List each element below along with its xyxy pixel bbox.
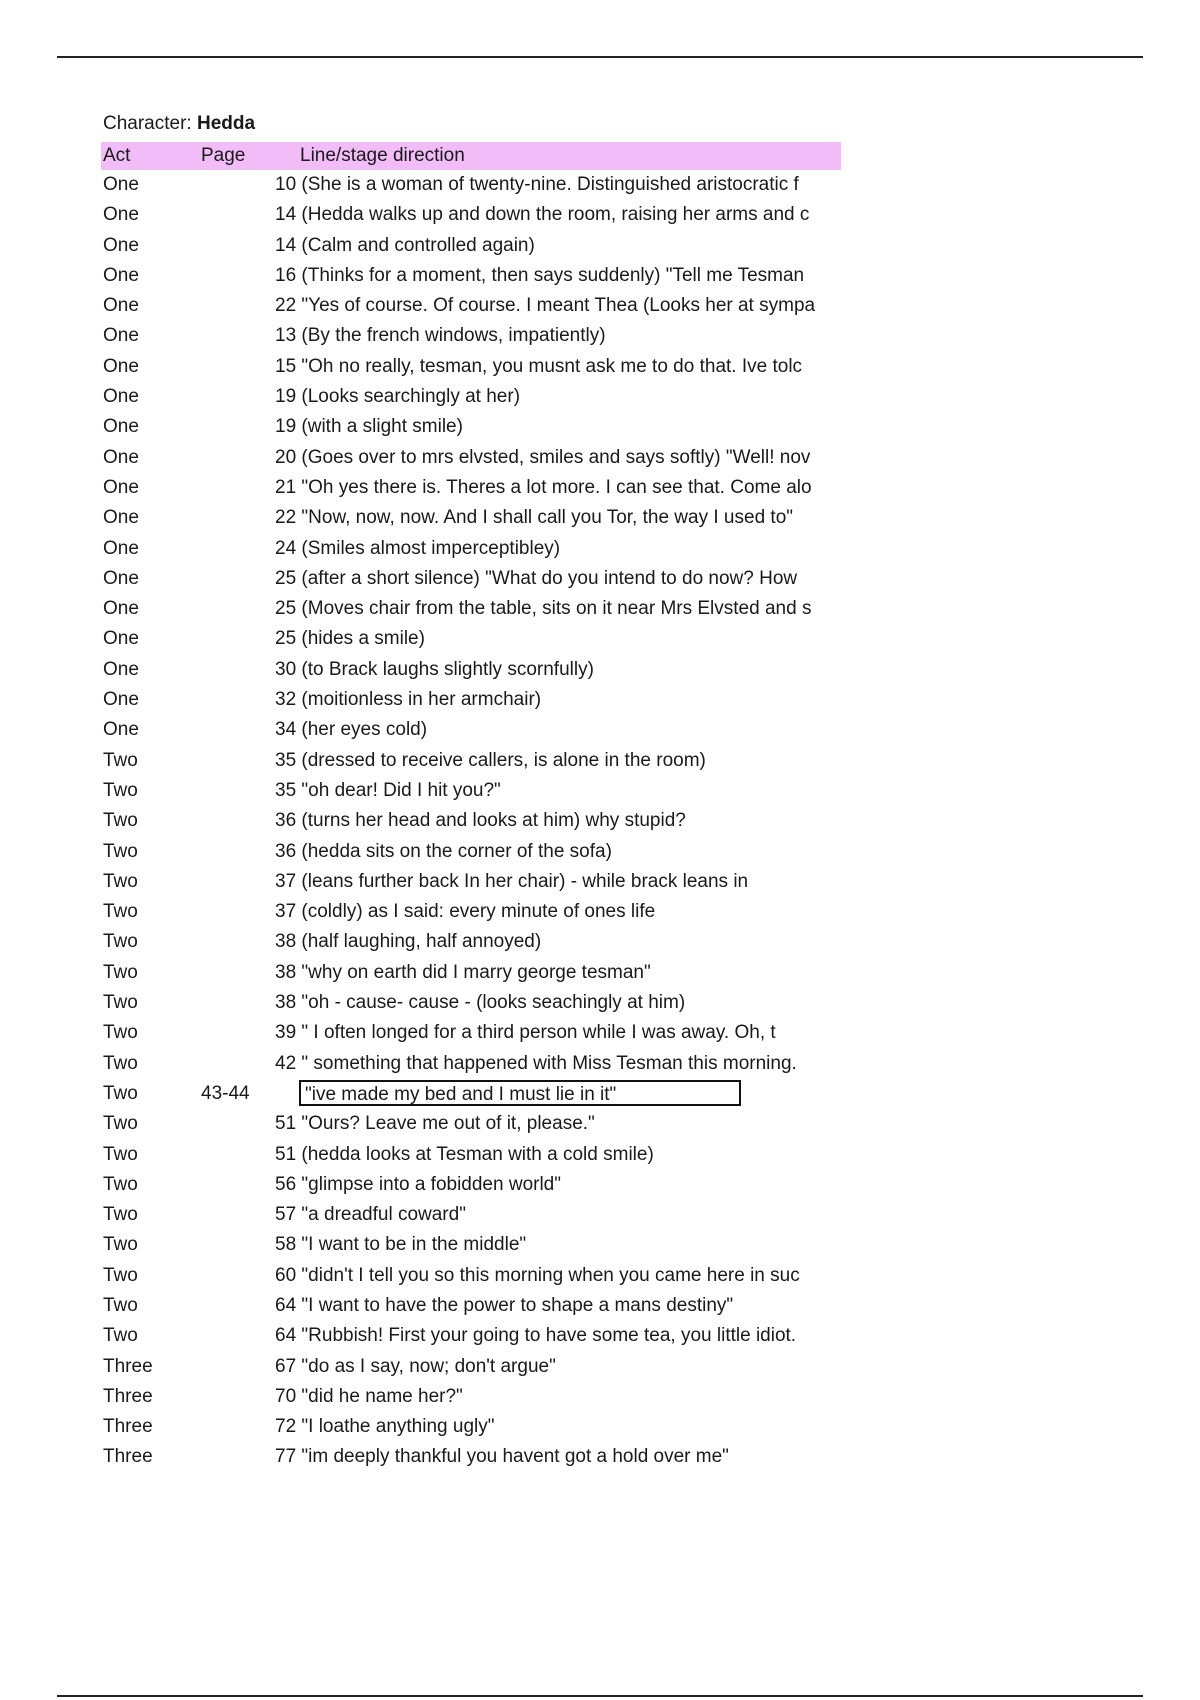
act-cell: One — [103, 325, 139, 347]
table-row — [101, 1018, 841, 1048]
act-cell: Three — [103, 1355, 153, 1377]
table-row — [101, 897, 841, 927]
act-cell: One — [103, 386, 139, 408]
table-row — [101, 291, 841, 321]
header-act: Act — [103, 145, 131, 166]
line-cell: 36 (hedda sits on the corner of the sofa) — [275, 840, 612, 862]
line-cell: 77 "im deeply thankful you havent got a hold over me" — [275, 1446, 729, 1468]
act-cell: One — [103, 295, 139, 317]
table-header — [101, 142, 841, 170]
line-cell: 51 "Ours? Leave me out of it, please." — [275, 1113, 595, 1135]
line-cell: 37 (leans further back In her chair) - while brack leans in — [275, 870, 749, 892]
act-cell: One — [103, 567, 139, 589]
table-row — [101, 1200, 841, 1230]
act-cell: Two — [103, 1022, 138, 1044]
act-cell: One — [103, 719, 139, 741]
table-row — [101, 867, 841, 897]
line-cell: 70 "did he name her?" — [275, 1385, 463, 1407]
act-cell: Two — [103, 1173, 138, 1195]
table-row — [101, 170, 841, 200]
line-cell: 13 (By the french windows, impatiently) — [275, 325, 606, 347]
line-cell: 25 (after a short silence) "What do you intend to do now? How — [275, 567, 798, 589]
act-cell: One — [103, 204, 139, 226]
act-cell: Two — [103, 749, 138, 771]
character-title — [103, 112, 255, 136]
table-row — [101, 443, 841, 473]
line-cell: 58 "I want to be in the middle" — [275, 1234, 527, 1256]
table-row — [101, 473, 841, 503]
table-row — [101, 382, 841, 412]
table-row — [101, 624, 841, 654]
act-cell: Two — [103, 1143, 138, 1165]
table-row — [101, 564, 841, 594]
act-cell: Two — [103, 961, 138, 983]
line-cell: 57 "a dreadful coward" — [275, 1204, 466, 1226]
header-page: Page — [201, 145, 246, 166]
act-cell: One — [103, 658, 139, 680]
line-cell: 38 "oh - cause- cause - (looks seachingly at him) — [275, 992, 686, 1014]
act-cell: Three — [103, 1446, 153, 1468]
act-cell: One — [103, 628, 139, 650]
bottom-rule — [57, 1695, 1143, 1697]
table-row — [101, 1079, 841, 1109]
table-row — [101, 503, 841, 533]
act-cell: Two — [103, 931, 138, 953]
line-cell: 14 (Calm and controlled again) — [275, 234, 535, 256]
act-cell: Two — [103, 810, 138, 832]
line-cell: 19 (with a slight smile) — [275, 416, 463, 438]
table-row — [101, 412, 841, 442]
line-cell: 36 (turns her head and looks at him) why stupid? — [275, 810, 686, 832]
act-cell: Two — [103, 1052, 138, 1074]
table-row — [101, 655, 841, 685]
table-row — [101, 988, 841, 1018]
act-cell: One — [103, 476, 139, 498]
act-cell: Three — [103, 1385, 153, 1407]
table-row — [101, 534, 841, 564]
act-cell: Two — [103, 1264, 138, 1286]
line-cell: 20 (Goes over to mrs elvsted, smiles and says softly) "Well! nov — [275, 446, 811, 468]
act-cell: One — [103, 416, 139, 438]
line-cell: 19 (Looks searchingly at her) — [275, 386, 521, 408]
table-row — [101, 1412, 841, 1442]
table-row — [101, 1442, 841, 1472]
header-line: Line/stage direction — [300, 145, 465, 166]
line-cell: 21 "Oh yes there is. Theres a lot more. I can see that. Come alo — [275, 476, 812, 498]
line-cell: 38 (half laughing, half annoyed) — [275, 931, 542, 953]
table-row — [101, 231, 841, 261]
table-row — [101, 1109, 841, 1139]
line-cell: 51 (hedda looks at Tesman with a cold smile) — [275, 1143, 654, 1165]
table-row — [101, 1230, 841, 1260]
line-cell: 22 "Yes of course. Of course. I meant Thea (Looks her at sympa — [275, 295, 816, 317]
line-cell: 25 (hides a smile) — [275, 628, 425, 650]
line-cell: 37 (coldly) as I said: every minute of ones life — [275, 901, 656, 923]
act-cell: Two — [103, 1234, 138, 1256]
table-row — [101, 1261, 841, 1291]
line-cell: 22 "Now, now, now. And I shall call you Tor, the way I used to" — [275, 507, 794, 529]
character-label: Character: — [103, 113, 192, 134]
table-row — [101, 1170, 841, 1200]
line-cell: 67 "do as I say, now; don't argue" — [275, 1355, 556, 1377]
line-cell: 38 "why on earth did I marry george tesman" — [275, 961, 651, 983]
act-cell: Two — [103, 1204, 138, 1226]
line-cell: 14 (Hedda walks up and down the room, raising her arms and c — [275, 204, 810, 226]
line-cell: 15 "Oh no really, tesman, you musnt ask me to do that. Ive tolc — [275, 355, 803, 377]
line-cell: 72 "I loathe anything ugly" — [275, 1416, 495, 1438]
table-row — [101, 1140, 841, 1170]
act-cell: Two — [103, 992, 138, 1014]
table-row — [101, 715, 841, 745]
act-cell: One — [103, 537, 139, 559]
act-cell: One — [103, 234, 139, 256]
table-row — [101, 321, 841, 351]
table-row — [101, 837, 841, 867]
act-cell: One — [103, 174, 139, 195]
line-cell: 30 (to Brack laughs slightly scornfully) — [275, 658, 594, 680]
table-row — [101, 1321, 841, 1351]
table-row — [101, 1382, 841, 1412]
line-cell: 10 (She is a woman of twenty-nine. Distinguished aristocratic f — [275, 174, 799, 195]
table-row — [101, 594, 841, 624]
table-row — [101, 1352, 841, 1382]
line-cell: 56 "glimpse into a fobidden world" — [275, 1173, 561, 1195]
act-cell: Two — [103, 1082, 138, 1104]
act-cell: Two — [103, 1113, 138, 1135]
table-row — [101, 200, 841, 230]
act-cell: Two — [103, 1294, 138, 1316]
act-cell: One — [103, 598, 139, 620]
page-cell: 43-44 — [201, 1082, 250, 1104]
act-cell: One — [103, 507, 139, 529]
table-row — [101, 1049, 841, 1079]
act-cell: One — [103, 264, 139, 286]
act-cell: One — [103, 446, 139, 468]
table-row — [101, 1291, 841, 1321]
table-row — [101, 685, 841, 715]
act-cell: Three — [103, 1416, 153, 1438]
table-row — [101, 776, 841, 806]
table-row — [101, 958, 841, 988]
act-cell: One — [103, 355, 139, 377]
line-cell: 42 " something that happened with Miss Tesman this morning. — [275, 1052, 797, 1074]
line-cell: 25 (Moves chair from the table, sits on it near Mrs Elvsted and s — [275, 598, 812, 620]
line-cell: 64 "Rubbish! First your going to have some tea, you little idiot. — [275, 1325, 797, 1347]
lines-table — [101, 142, 841, 1473]
table-row — [101, 261, 841, 291]
line-cell: 35 (dressed to receive callers, is alone in the room) — [275, 749, 706, 771]
table-body — [101, 170, 841, 1473]
top-rule — [57, 56, 1143, 58]
line-cell: 24 (Smiles almost imperceptibley) — [275, 537, 561, 559]
line-cell: 32 (moitionless in her armchair) — [275, 689, 542, 711]
line-cell: 34 (her eyes cold) — [275, 719, 428, 741]
table-row — [101, 352, 841, 382]
act-cell: Two — [103, 901, 138, 923]
character-name: Hedda — [196, 113, 256, 134]
line-cell: 60 "didn't I tell you so this morning when you came here in suc — [275, 1264, 800, 1286]
line-cell: 35 "oh dear! Did I hit you?" — [275, 779, 501, 801]
line-cell: 64 "I want to have the power to shape a mans destiny" — [275, 1294, 734, 1316]
table-row — [101, 927, 841, 957]
table-row — [101, 746, 841, 776]
line-cell: 16 (Thinks for a moment, then says suddenly) "Tell me Tesman — [275, 264, 805, 286]
selected-line-cell[interactable]: "ive made my bed and I must lie in it" — [299, 1080, 741, 1106]
act-cell: Two — [103, 870, 138, 892]
act-cell: Two — [103, 1325, 138, 1347]
act-cell: Two — [103, 779, 138, 801]
act-cell: Two — [103, 840, 138, 862]
table-row — [101, 806, 841, 836]
act-cell: One — [103, 689, 139, 711]
line-cell: 39 " I often longed for a third person while I was away. Oh, t — [275, 1022, 776, 1044]
